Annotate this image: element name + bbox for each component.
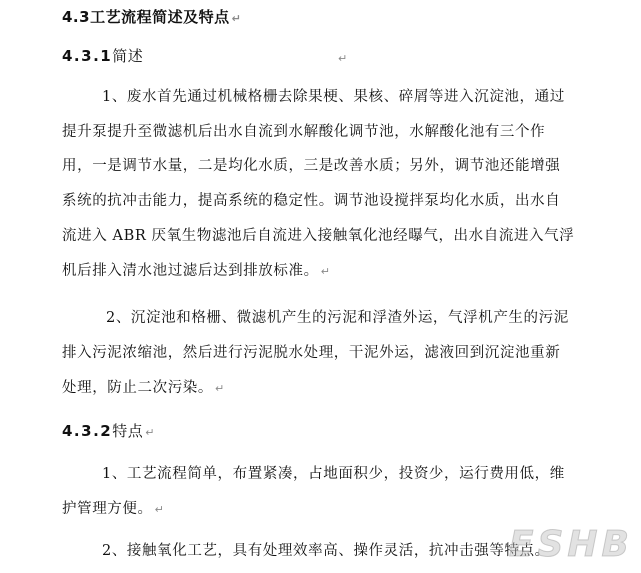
para1-line-6 xyxy=(62,259,331,280)
paragraph-mark-icon: ↵ xyxy=(154,503,165,516)
para1-line-4: 系统的抗冲击能力，提高系统的稳定性。调节池设搅拌泵均化水质，出水自 xyxy=(62,193,561,209)
para2-line-2: 排入污泥浓缩池，然后进行污泥脱水处理，干泥外运，滤液回到沉淀池重新 xyxy=(62,345,561,361)
para1-line-1: 1、废水首先通过机械格栅去除果梗、果核、碎屑等进入沉淀池，通过 xyxy=(102,89,565,105)
paragraph-mark-icon: ↵ xyxy=(215,382,225,395)
para1-line-3: 用，一是调节水量，二是均化水质，三是改善水质；另外，调节池还能增强 xyxy=(62,158,561,174)
para4-line-1: 2、接触氧化工艺，具有处理效率高、操作灵活，抗冲击强等特点。 xyxy=(102,543,550,559)
para2-line-3 xyxy=(62,376,225,397)
heading-4-3-1 xyxy=(62,45,143,66)
heading-4-3-2 xyxy=(62,420,155,441)
para1-line-2: 提升泵提升至微滤机后出水自流到水解酸化调节池，水解酸化池有三个作 xyxy=(62,124,546,140)
paragraph-mark-icon: ↵ xyxy=(320,265,331,278)
heading-4-3-2-number: 4.3.2 xyxy=(62,422,113,440)
para3-line-2 xyxy=(62,497,164,518)
paragraph-mark-icon: ↵ xyxy=(338,52,348,65)
heading-4-3 xyxy=(62,6,241,27)
paragraph-mark-icon: ↵ xyxy=(145,426,155,439)
heading-4-3-2-text: 特点 xyxy=(112,422,144,440)
para3-line-2-text: 护管理方便。 xyxy=(62,501,153,517)
para2-line-1: 2、沉淀池和格栅、微滤机产生的污泥和浮渣外运，气浮机产生的污泥 xyxy=(106,310,569,326)
heading-4-3-text: 4.3工艺流程简述及特点 xyxy=(62,8,230,26)
paragraph-mark-icon: ↵ xyxy=(231,12,242,25)
watermark-logo: ESHB xyxy=(508,524,633,565)
heading-4-3-1-number: 4.3.1 xyxy=(62,47,113,65)
para1-line-6-text: 机后排入清水池过滤后达到排放标准。 xyxy=(62,263,319,279)
heading-4-3-1-text: 简述 xyxy=(112,47,144,65)
para1-line-5: 流进入 ABR 厌氧生物滤池后自流进入接触氧化池经曝气，出水自流进入气浮 xyxy=(62,228,575,244)
para2-line-3-text: 处理，防止二次污染。 xyxy=(62,380,213,396)
para3-line-1: 1、工艺流程简单，布置紧凑，占地面积少，投资少，运行费用低，维 xyxy=(102,466,565,482)
